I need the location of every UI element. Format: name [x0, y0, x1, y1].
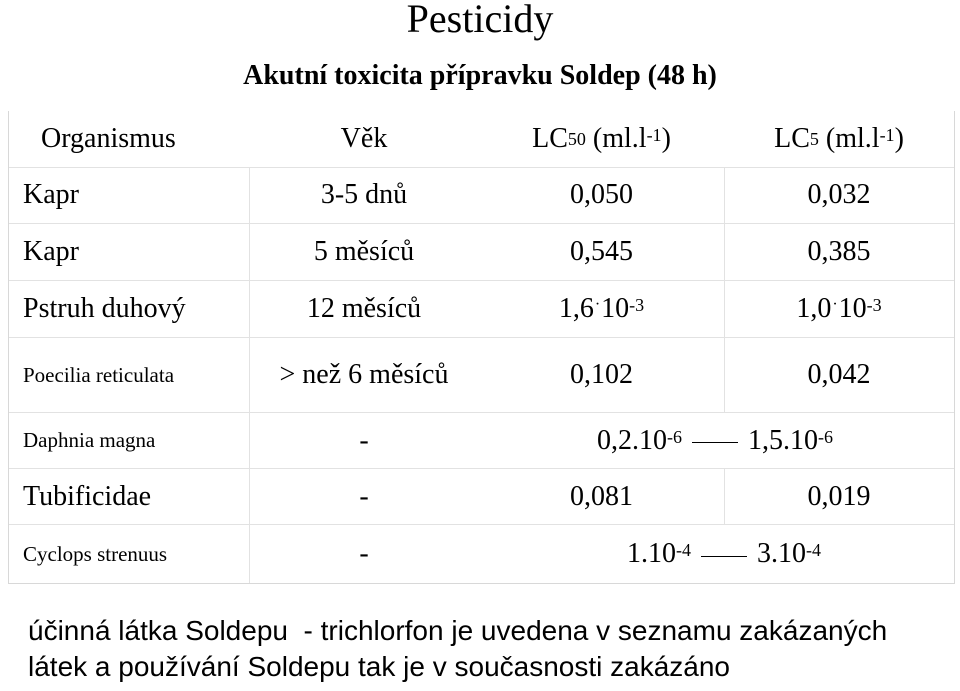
column-divider — [249, 525, 250, 583]
range-to-base: 1,5.10 — [748, 424, 818, 456]
column-divider — [724, 167, 725, 223]
age-cell: 12 měsíců — [306, 293, 422, 324]
multiply-dot-icon: · — [832, 296, 838, 313]
column-divider — [249, 167, 250, 223]
table-row — [9, 413, 954, 469]
header-lc50-unit: (ml.l — [592, 123, 647, 154]
organism-cell: Cyclops strenuus — [23, 541, 168, 566]
lc5-mantissa: 1,0 — [796, 293, 832, 324]
column-divider — [249, 338, 250, 412]
table-row — [9, 525, 954, 583]
age-cell: - — [359, 480, 369, 512]
toxicity-table — [8, 111, 955, 584]
header-lc5-close: ) — [894, 123, 904, 154]
column-divider — [724, 224, 725, 280]
column-divider — [249, 281, 250, 337]
lc-range-cell: 0,2.10 $^{-6}$ 1,5.10 $^{-6}$ — [597, 424, 833, 456]
column-divider — [249, 469, 250, 524]
header-lc5-prefix: LC — [774, 123, 810, 154]
lc5-cell: 0,385 — [807, 236, 871, 267]
page-subtitle: Akutní toxicita přípravku Soldep (48 h) — [243, 60, 717, 91]
column-divider — [249, 224, 250, 280]
lc50-cell: 0,102 — [570, 359, 633, 390]
header-lc50-prefix: LC — [532, 123, 568, 154]
lc5-cell: 0,032 — [807, 179, 871, 210]
age-cell: > než 6 měsíců — [279, 359, 449, 390]
lc5-cell: 0,042 — [807, 359, 871, 390]
organism-cell: Kapr — [23, 236, 79, 267]
header-age: Věk — [340, 123, 388, 154]
lc50-cell: 0,050 — [570, 179, 633, 210]
organism-cell: Daphnia magna — [23, 428, 156, 452]
organism-cell: Tubificidae — [23, 480, 152, 512]
footnote-line-1: účinná látka Soldepu - trichlorfon je uvedena v seznamu zakázaných — [28, 615, 888, 646]
range-dash-icon — [701, 556, 747, 557]
table-row — [9, 338, 954, 413]
age-cell: 3-5 dnů — [320, 179, 408, 210]
range-from-base: 0,2.10 — [597, 424, 667, 456]
lc50-base: 10 — [601, 293, 630, 324]
multiply-dot-icon: · — [594, 296, 601, 313]
page-title: Pesticidy — [406, 0, 554, 41]
header-lc5: LC 5 (ml.l $^{-1}$ ) — [774, 123, 904, 154]
organism-cell: Pstruh duhový — [23, 293, 186, 324]
lc5-cell: 1,0 · 10 $^{-3}$ — [796, 293, 882, 324]
column-divider — [724, 281, 725, 337]
organism-cell: Kapr — [23, 179, 79, 210]
table-header-row — [9, 111, 954, 168]
lc50-cell: 0,081 — [570, 480, 633, 512]
footnote-line-2: látek a používání Soldepu tak je v současnosti zakázáno — [28, 651, 730, 682]
header-lc5-unit: (ml.l — [825, 123, 880, 154]
table-row — [9, 281, 954, 338]
column-divider — [724, 469, 725, 524]
lc5-base: 10 — [838, 293, 867, 324]
range-dash-icon — [692, 442, 738, 443]
age-cell: - — [359, 538, 369, 569]
lc50-mantissa: 1,6 — [558, 293, 594, 324]
table-row — [9, 469, 954, 525]
lc5-cell: 0,019 — [807, 480, 871, 512]
organism-cell: Poecilia reticulata — [23, 362, 175, 387]
header-lc50-close: ) — [661, 123, 671, 154]
table-row — [9, 167, 954, 224]
age-cell: 5 měsíců — [313, 236, 415, 267]
header-organism: Organismus — [41, 123, 176, 154]
range-from-base: 1.10 — [627, 538, 676, 569]
lc50-cell: 0,545 — [570, 236, 633, 267]
lc50-cell: 1,6 · 10 $^{-3}$ — [558, 293, 645, 324]
footnote — [28, 613, 887, 685]
age-cell: - — [359, 424, 369, 456]
header-lc50: LC 50 (ml.l $^{-1}$ ) — [532, 123, 671, 154]
column-divider — [724, 338, 725, 412]
table-row — [9, 224, 954, 281]
range-to-base: 3.10 — [757, 538, 806, 569]
lc-range-cell: 1.10 $^{-4}$ 3.10 $^{-4}$ — [627, 538, 821, 569]
column-divider — [249, 413, 250, 468]
